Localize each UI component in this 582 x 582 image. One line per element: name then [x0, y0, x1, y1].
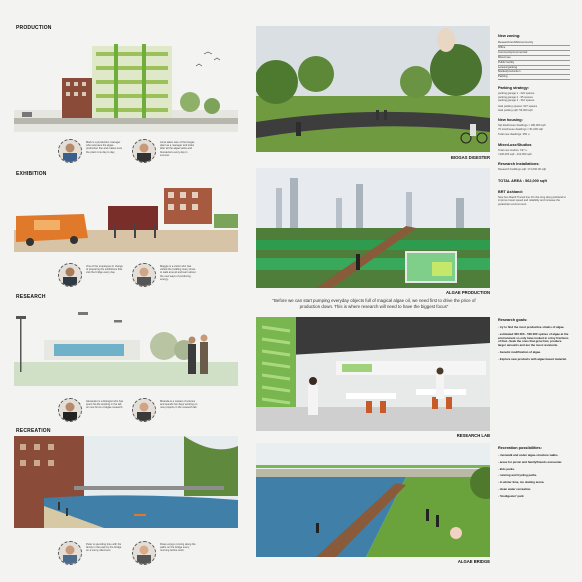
- bio-recreation-1: Peter is spending time with his family in the park by the bridge on a sunny afternoon.: [86, 543, 122, 553]
- research-installations-title: Research Installations:: [498, 162, 540, 167]
- side-panel-top: [498, 34, 570, 207]
- new-housing-title: New housing:: [498, 118, 523, 123]
- housing-line: 70 townhouse dwellings = 81,000 sqft: [498, 127, 543, 131]
- recreation-item: - in winter time, ice skating arena.: [498, 480, 545, 485]
- avatar-research-1: [58, 398, 82, 422]
- avatar-research-2: [132, 398, 156, 422]
- bio-production-1: Mark is a production manager who oversees the algae production line and makes sure the plant runs day to day.: [86, 141, 123, 154]
- avatar-exhibition-2: [132, 263, 156, 287]
- zoning-item: Research/exhibit/community: [498, 41, 570, 46]
- zoning-list: [498, 41, 570, 80]
- zoning-item: Market/production: [498, 70, 570, 75]
- zoning-item: Community/commercial: [498, 51, 570, 56]
- section-title-research: RESEARCH: [16, 294, 46, 300]
- recreation-title: Recreation possibilities:: [498, 446, 542, 450]
- avatar-recreation-1: [58, 541, 82, 565]
- avatar-production-1: [58, 139, 82, 163]
- research-lab-image: [256, 317, 490, 431]
- zoning-item: Office: [498, 46, 570, 51]
- caption-biogas-digester: BIOGAS DIGESTER: [450, 155, 490, 160]
- bio-production-2: Anna takes care of the biogas plant as a manager and looks after all the algae tanks and bioreactors every day in summer.: [160, 141, 195, 157]
- parking-line: total parking sqft: 56,000 sqft: [498, 108, 533, 112]
- avatar-recreation-2: [132, 541, 156, 565]
- exhibition-image: [14, 186, 238, 252]
- caption-algae-production: ALGAE PRODUCTION: [446, 290, 490, 295]
- recreation-item: - areas for picnic and family/friends encounter.: [498, 459, 563, 464]
- caption-algae-bridge: ALGAE BRIDGE: [457, 559, 490, 564]
- zoning-item: Public facility: [498, 61, 570, 66]
- biogas-digester-image: [256, 26, 490, 152]
- algae-bridge-image: [256, 443, 490, 557]
- caption-research-lab: RESEARCH LAB: [456, 433, 490, 438]
- recreation-item: - riverwalk and under algae-structure walks.: [498, 453, 559, 457]
- bio-exhibition-1: One of the employees in charge of preparing the exhibitions that visit the bridge every day.: [86, 265, 123, 275]
- recreation-item: - 'biodigester' park: [498, 493, 524, 498]
- research-goal: - Explore new products with algae based material.: [498, 356, 567, 361]
- total-area: TOTAL AREA : 562,000 sqft: [498, 178, 547, 183]
- zoning-item: Leisure/parking: [498, 66, 570, 71]
- parking-strategy-title: Parking strategy:: [498, 86, 530, 91]
- section-title-recreation: RECREATION: [16, 428, 51, 434]
- research-goal: - try to find the most productive strains of algae.: [498, 325, 565, 329]
- parking-line: parking garage 3 - 310 spaces: [498, 99, 535, 103]
- algae-production-image: [256, 168, 490, 288]
- section-title-production: PRODUCTION: [16, 25, 52, 31]
- research-installations-line: Research buildings sqft: 171,000.00 sqft: [498, 168, 546, 172]
- mixed-use-line: Total new studios: 197 u.: [498, 149, 528, 152]
- avatar-exhibition-1: [58, 263, 82, 287]
- research-image: [14, 306, 238, 386]
- research-goal: - Genetic modification of algae.: [498, 349, 541, 354]
- bio-research-1: Alexander is a biologist who has spent his life working in the lab on new forms of algae research.: [86, 400, 124, 410]
- brt-text: New bus Rapid Transit line 16 mile long along Ashland to improve travel speed and reliability and increase the pedestrian environment.: [498, 195, 566, 206]
- avatar-production-2: [132, 139, 156, 163]
- mixed-use-title: Mixed-use/Studios: [498, 143, 532, 147]
- new-zoning-title: New zoning:: [498, 34, 521, 38]
- zoning-item: Parking: [498, 75, 570, 80]
- recreation-panel: [498, 446, 570, 502]
- recreation-item: - clean water recreation.: [498, 486, 532, 491]
- parking-line: parking garage 1 - 222 spaces: [498, 92, 535, 96]
- section-title-exhibition: EXHIBITION: [16, 171, 47, 177]
- housing-line: Total new dwellings: 250 u.: [498, 133, 531, 137]
- recreation-item: - running and Cycling paths.: [498, 473, 538, 478]
- recreation-item: - kids parks.: [498, 466, 515, 471]
- research-goals-panel: [498, 318, 570, 365]
- bio-exhibition-2: Maggie is a visitor who has visited the building many times to walk around and learn about the new ways of producing energy.: [160, 265, 196, 281]
- research-goal: - estimated 300.000 - 500.000 spicies of algae at the environment so only have looked in a tiny fractions of that...Seek the ones that grow fast, produce larger amounts and are the most resistents.: [498, 331, 569, 348]
- research-quote: "Before we can start pumping everyday objects full of magical algae oil, we need first to drive the price of production down. This is where research will need to have the biggest focus": [272, 298, 476, 309]
- brt-title: BRT Ashland:: [498, 189, 523, 194]
- recreation-image: [14, 436, 238, 528]
- parking-line: parking garage 2 - 95 spaces: [498, 95, 533, 99]
- parking-line: total parking spaces: 627 spaces: [498, 105, 538, 109]
- bio-research-2: Miranda is a master of science and spends her days working on new projects in the research lab.: [160, 400, 198, 410]
- mixed-use-line: =120,000 sqft - 210,000 sqft: [498, 152, 532, 156]
- production-image: [14, 40, 238, 132]
- zoning-item: Mixed use: [498, 56, 570, 61]
- bio-recreation-2: Rosie enjoys running along the paths on the bridge every morning before work.: [160, 543, 196, 553]
- housing-line: Sqt tiled/ocean dwellings = 180,000 sqft: [498, 124, 546, 128]
- research-goals-title: Research goals:: [498, 318, 528, 322]
